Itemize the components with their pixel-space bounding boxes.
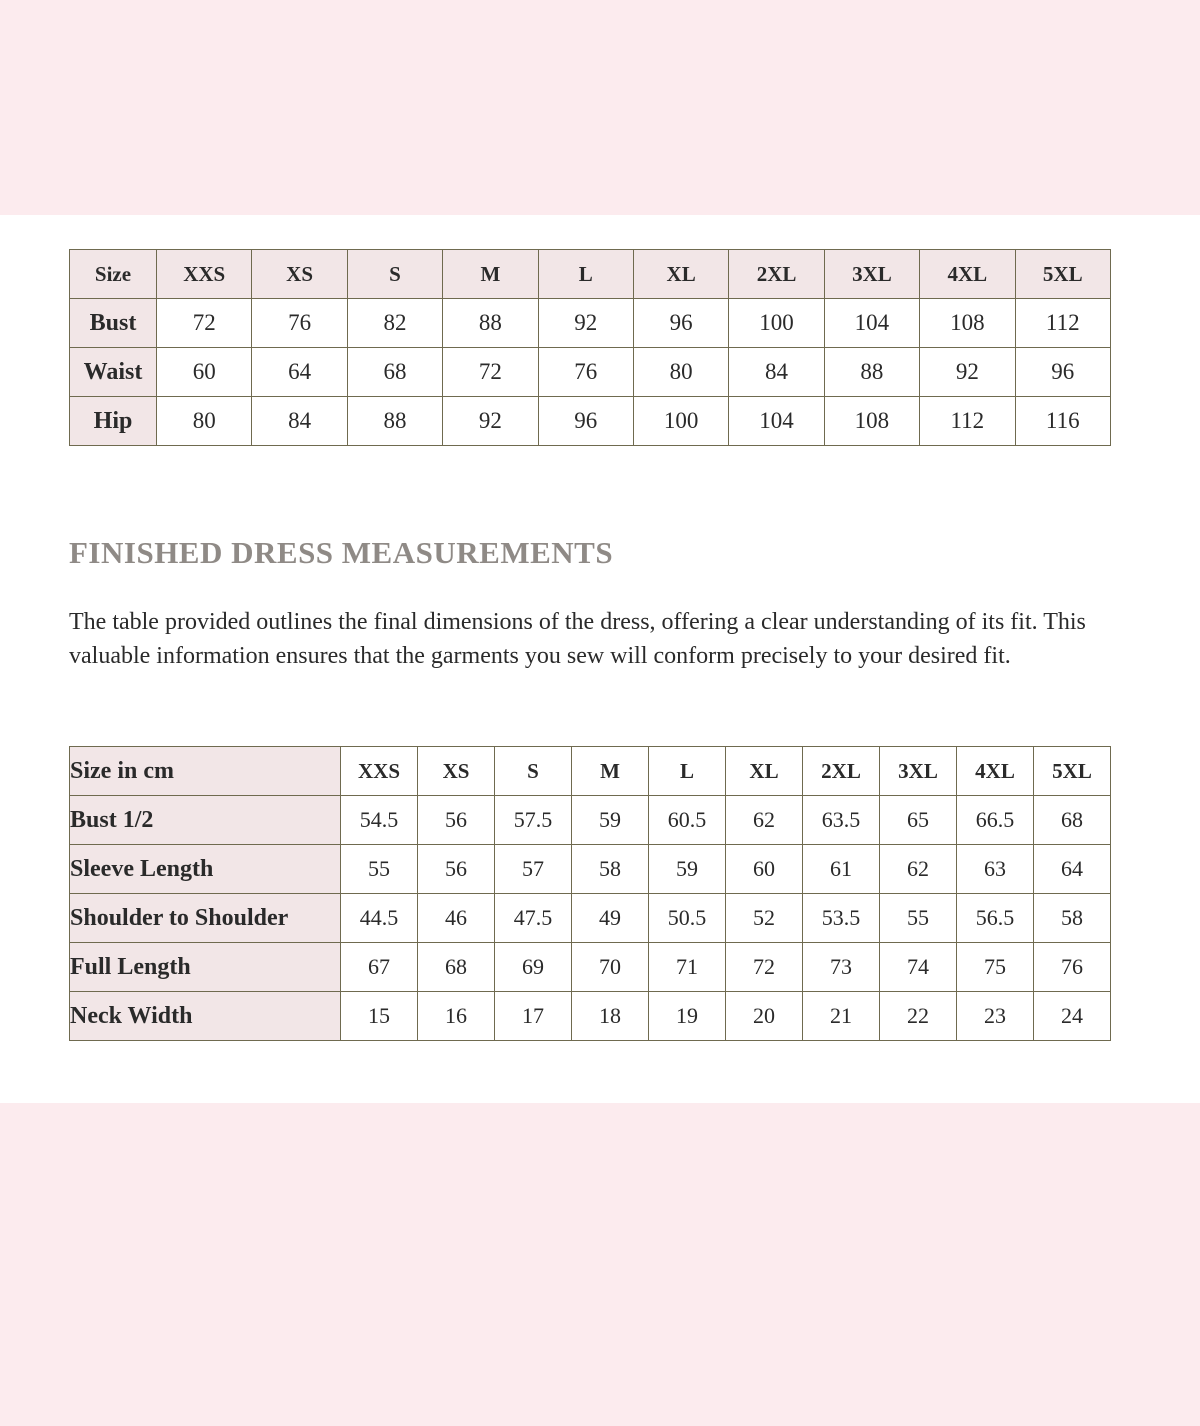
value-cell: 72 (157, 299, 252, 348)
header-label-cell: Size in cm (70, 747, 341, 796)
value-cell: 116 (1015, 397, 1110, 446)
value-cell: 60.5 (649, 796, 726, 845)
table-row (70, 796, 1111, 845)
value-cell: 15 (341, 992, 418, 1041)
value-cell: 104 (729, 397, 824, 446)
value-cell: 54.5 (341, 796, 418, 845)
size-header-cell: L (649, 747, 726, 796)
value-cell: 108 (920, 299, 1015, 348)
value-cell: 104 (824, 299, 919, 348)
row-label-cell: Hip (70, 397, 157, 446)
value-cell: 67 (341, 943, 418, 992)
value-cell: 55 (880, 894, 957, 943)
value-cell: 108 (824, 397, 919, 446)
size-header-cell: 4XL (957, 747, 1034, 796)
size-header-cell: 3XL (824, 250, 919, 299)
value-cell: 69 (495, 943, 572, 992)
value-cell: 88 (443, 299, 538, 348)
table-row (70, 348, 1111, 397)
value-cell: 84 (252, 397, 347, 446)
size-header-cell: 3XL (880, 747, 957, 796)
size-header-cell: 5XL (1015, 250, 1110, 299)
value-cell: 92 (920, 348, 1015, 397)
size-header-cell: XL (726, 747, 803, 796)
table-row (70, 992, 1111, 1041)
value-cell: 68 (418, 943, 495, 992)
value-cell: 58 (572, 845, 649, 894)
value-cell: 112 (1015, 299, 1110, 348)
value-cell: 55 (341, 845, 418, 894)
value-cell: 71 (649, 943, 726, 992)
value-cell: 92 (538, 299, 633, 348)
size-header-cell: XS (418, 747, 495, 796)
value-cell: 59 (649, 845, 726, 894)
value-cell: 16 (418, 992, 495, 1041)
size-header-cell: L (538, 250, 633, 299)
value-cell: 56 (418, 845, 495, 894)
value-cell: 96 (633, 299, 728, 348)
value-cell: 18 (572, 992, 649, 1041)
value-cell: 60 (157, 348, 252, 397)
value-cell: 19 (649, 992, 726, 1041)
size-header-cell: XS (252, 250, 347, 299)
table-row (70, 943, 1111, 992)
section-description: The table provided outlines the final dimensions of the dress, offering a clear understanding of its fit. This valuable information ensures that the garments you sew will conform precisely to your desired fit. (69, 609, 1086, 669)
row-label-cell: Shoulder to Shoulder (70, 894, 341, 943)
size-header-cell: M (572, 747, 649, 796)
row-label-cell: Sleeve Length (70, 845, 341, 894)
value-cell: 70 (572, 943, 649, 992)
value-cell: 92 (443, 397, 538, 446)
value-cell: 59 (572, 796, 649, 845)
value-cell: 73 (803, 943, 880, 992)
body-measurements-table (69, 249, 1111, 446)
value-cell: 88 (824, 348, 919, 397)
value-cell: 74 (880, 943, 957, 992)
size-header-cell: XL (633, 250, 728, 299)
value-cell: 112 (920, 397, 1015, 446)
size-header-cell: S (347, 250, 442, 299)
value-cell: 63.5 (803, 796, 880, 845)
size-chart-sheet (0, 215, 1200, 1103)
value-cell: 76 (1034, 943, 1111, 992)
value-cell: 84 (729, 348, 824, 397)
size-header-cell: XXS (157, 250, 252, 299)
value-cell: 24 (1034, 992, 1111, 1041)
value-cell: 72 (443, 348, 538, 397)
table-row (70, 894, 1111, 943)
value-cell: 23 (957, 992, 1034, 1041)
value-cell: 21 (803, 992, 880, 1041)
value-cell: 100 (729, 299, 824, 348)
header-label-cell: Size (70, 250, 157, 299)
value-cell: 75 (957, 943, 1034, 992)
value-cell: 57.5 (495, 796, 572, 845)
value-cell: 64 (1034, 845, 1111, 894)
value-cell: 47.5 (495, 894, 572, 943)
value-cell: 96 (1015, 348, 1110, 397)
section-title: FINISHED DRESS MEASUREMENTS (69, 535, 614, 570)
finished-dress-measurements-table (69, 746, 1111, 1041)
value-cell: 17 (495, 992, 572, 1041)
value-cell: 82 (347, 299, 442, 348)
value-cell: 76 (538, 348, 633, 397)
value-cell: 88 (347, 397, 442, 446)
value-cell: 61 (803, 845, 880, 894)
table-row (70, 299, 1111, 348)
value-cell: 62 (880, 845, 957, 894)
table-row (70, 845, 1111, 894)
value-cell: 80 (157, 397, 252, 446)
row-label-cell: Neck Width (70, 992, 341, 1041)
size-header-cell: 2XL (803, 747, 880, 796)
header-row (70, 747, 1111, 796)
row-label-cell: Bust 1/2 (70, 796, 341, 845)
value-cell: 65 (880, 796, 957, 845)
table-row (70, 397, 1111, 446)
value-cell: 64 (252, 348, 347, 397)
value-cell: 76 (252, 299, 347, 348)
value-cell: 56.5 (957, 894, 1034, 943)
value-cell: 57 (495, 845, 572, 894)
value-cell: 80 (633, 348, 728, 397)
value-cell: 100 (633, 397, 728, 446)
size-header-cell: 4XL (920, 250, 1015, 299)
size-header-cell: XXS (341, 747, 418, 796)
row-label-cell: Bust (70, 299, 157, 348)
value-cell: 56 (418, 796, 495, 845)
size-header-cell: 2XL (729, 250, 824, 299)
value-cell: 52 (726, 894, 803, 943)
value-cell: 62 (726, 796, 803, 845)
value-cell: 50.5 (649, 894, 726, 943)
value-cell: 68 (347, 348, 442, 397)
value-cell: 63 (957, 845, 1034, 894)
value-cell: 68 (1034, 796, 1111, 845)
value-cell: 66.5 (957, 796, 1034, 845)
size-header-cell: M (443, 250, 538, 299)
value-cell: 46 (418, 894, 495, 943)
row-label-cell: Waist (70, 348, 157, 397)
size-header-cell: S (495, 747, 572, 796)
row-label-cell: Full Length (70, 943, 341, 992)
value-cell: 20 (726, 992, 803, 1041)
value-cell: 72 (726, 943, 803, 992)
value-cell: 44.5 (341, 894, 418, 943)
value-cell: 22 (880, 992, 957, 1041)
value-cell: 58 (1034, 894, 1111, 943)
header-row (70, 250, 1111, 299)
size-header-cell: 5XL (1034, 747, 1111, 796)
value-cell: 49 (572, 894, 649, 943)
value-cell: 53.5 (803, 894, 880, 943)
value-cell: 60 (726, 845, 803, 894)
value-cell: 96 (538, 397, 633, 446)
